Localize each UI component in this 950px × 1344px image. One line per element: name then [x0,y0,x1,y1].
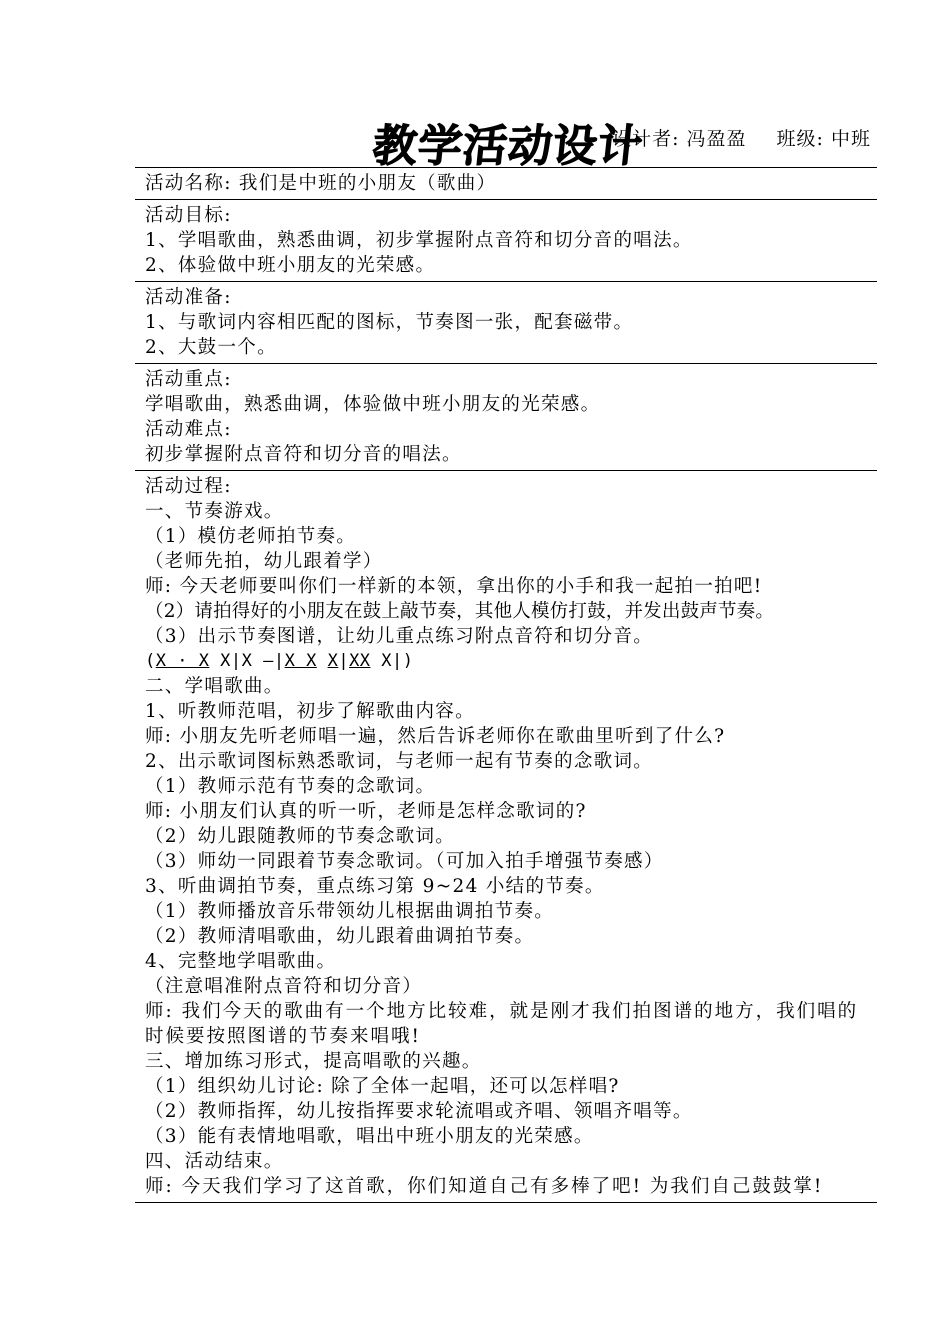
goal-item: 2、体验做中班小朋友的光荣感。 [145,255,436,276]
process-line: （老师先拍，幼儿跟着学） [145,551,383,572]
lesson-plan-table [135,167,877,1203]
process-line: （1）组织幼儿讨论: 除了全体一起唱，还可以怎样唱? [145,1076,620,1097]
process-line: （3）师幼一同跟着节奏念歌词。（可加入拍手增强节奏感） [145,851,664,872]
process-line: （2）教师清唱歌曲，幼儿跟着曲调拍节奏。 [145,926,535,947]
process-line: 3、听曲调拍节奏，重点练习第 9~24 小结的节奏。 [145,876,605,897]
difficulty-text: 初步掌握附点音符和切分音的唱法。 [145,444,462,465]
rhythm-notation: (X · X X|X —|X X X|XX X|) [145,651,414,671]
process-line: 4、完整地学唱歌曲。 [145,951,337,972]
preparation-label: 活动准备: [145,287,232,308]
process-line: 1、听教师范唱，初步了解歌曲内容。 [145,701,475,722]
class-level: 班级: 中班 [776,128,871,150]
process-line: 师: 小朋友们认真的听一听，老师是怎样念歌词的? [145,801,587,822]
goal-item: 1、学唱歌曲，熟悉曲调，初步掌握附点音符和切分音的唱法。 [145,230,693,251]
activity-name-row [135,168,877,200]
activity-name: 活动名称: 我们是中班的小朋友（歌曲） [145,173,497,194]
process-line: （注意唱准附点音符和切分音） [145,976,423,997]
key-points-row [135,364,877,471]
process-line: 师: 今天老师要叫你们一样新的本领，拿出你的小手和我一起拍一拍吧! [145,576,763,597]
document-title: 教学活动设计 [370,121,646,172]
goals-label: 活动目标: [145,205,232,226]
designer-name: 设计者: 冯盈盈 [612,128,747,150]
process-line: 三、增加练习形式，提高唱歌的兴趣。 [145,1051,482,1072]
process-line: （1）教师示范有节奏的念歌词。 [145,776,436,797]
process-paragraph: 师: 今天我们学习了这首歌，你们知道自己有多棒了吧! 为我们自己鼓鼓掌! [145,1176,824,1197]
difficulty-label: 活动难点: [145,419,232,440]
process-line: （2）幼儿跟随教师的节奏念歌词。 [145,826,456,847]
process-line: （2）请拍得好的小朋友在鼓上敲节奏，其他人模仿打鼓，并发出鼓声节奏。 [145,601,775,622]
goals-row [135,200,877,282]
preparation-row [135,282,877,364]
designer-info [612,124,871,154]
preparation-item: 2、大鼓一个。 [145,337,277,358]
process-line: 二、学唱歌曲。 [145,676,284,697]
preparation-item: 1、与歌词内容相匹配的图标，节奏图一张，配套磁带。 [145,312,634,333]
process-line: 师: 小朋友先听老师唱一遍，然后告诉老师你在歌曲里听到了什么? [145,726,726,747]
process-line: 2、出示歌词图标熟悉歌词，与老师一起有节奏的念歌词。 [145,751,654,772]
process-line: （3）能有表情地唱歌，唱出中班小朋友的光荣感。 [145,1126,594,1147]
process-line: （2）教师指挥，幼儿按指挥要求轮流唱或齐唱、领唱齐唱等。 [145,1101,693,1122]
dotted-note: X · X [155,651,210,671]
document-header [135,118,877,172]
process-line: 一、节奏游戏。 [145,501,284,522]
process-label: 活动过程: [145,476,232,497]
key-points-label: 活动重点: [145,369,232,390]
syncopation-note: X X [284,651,317,671]
key-points-text: 学唱歌曲，熟悉曲调，体验做中班小朋友的光荣感。 [145,394,601,415]
process-line: （3）出示节奏图谱，让幼儿重点练习附点音符和切分音。 [145,626,654,647]
process-row [135,471,877,1203]
process-paragraph: 师: 我们今天的歌曲有一个地方比较难，就是刚才我们拍图谱的地方，我们唱的时候要按照图谱的节奏来唱哦! [145,1001,859,1047]
process-line: （1）模仿老师拍节奏。 [145,526,357,547]
process-line: 四、活动结束。 [145,1151,284,1172]
process-line: （1）教师播放音乐带领幼儿根据曲调拍节奏。 [145,901,555,922]
